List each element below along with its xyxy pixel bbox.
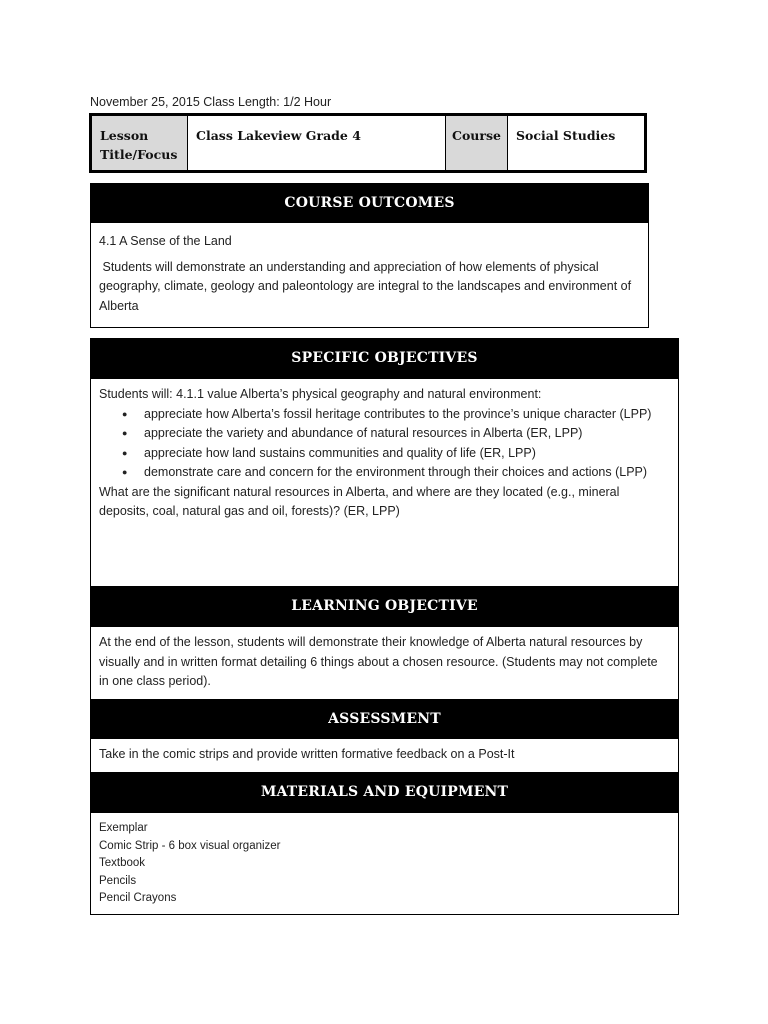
learning-objective-heading: LEARNING OBJECTIVE (90, 586, 679, 627)
list-item: Textbook (99, 857, 146, 869)
specific-objectives-heading: SPECIFIC OBJECTIVES (90, 338, 679, 379)
list-item: Exemplar (99, 822, 148, 834)
list-item: ● demonstrate care and concern for the environment through their choices and actions (LPP) (144, 463, 670, 483)
learning-objective-box (90, 627, 679, 700)
course-label: Course (446, 116, 508, 170)
course-outcomes-box (90, 223, 649, 328)
course-outcome-title: 4.1 A Sense of the Land (99, 234, 232, 248)
lesson-title-label: Lesson Title/Focus (92, 116, 188, 170)
specific-objectives-list (99, 405, 670, 483)
list-item: ● appreciate how Alberta’s fossil heritage contributes to the province’s unique character (LPP) (144, 405, 670, 425)
course-value: Social Studies (516, 128, 616, 143)
assessment-heading: ASSESSMENT (90, 699, 679, 739)
specific-objectives-question: What are the significant natural resources in Alberta, and where are they located (e.g., mineral deposits, coal, natural gas and oil, forests)? (ER, LPP) (99, 484, 620, 518)
assessment-text: Take in the comic strips and provide written formative feedback on a Post-It (99, 747, 515, 761)
list-item: Pencil Crayons (99, 892, 177, 904)
course-outcome-text: Students will demonstrate an understanding and appreciation of how elements of physical geography, climate, geology and paleontology are integral to the landscapes and environment of Alberta (99, 259, 634, 313)
course-outcomes-heading: COURSE OUTCOMES (90, 183, 649, 223)
list-item: Pencils (99, 874, 137, 887)
specific-objectives-box (90, 379, 679, 587)
lesson-header-table (89, 113, 647, 173)
specific-objectives-intro: Students will: 4.1.1 value Alberta’s physical geography and natural environment: (99, 387, 542, 401)
lesson-title-value: Class Lakeview Grade 4 (188, 116, 446, 170)
list-item: ● appreciate how land sustains communities and quality of life (ER, LPP) (144, 444, 670, 464)
list-item: ● appreciate the variety and abundance of natural resources in Alberta (ER, LPP) (144, 424, 670, 444)
materials-box (90, 813, 679, 915)
materials-heading: MATERIALS AND EQUIPMENT (90, 772, 679, 813)
learning-objective-text: At the end of the lesson, students will demonstrate their knowledge of Alberta natural resources by visually and in written format detailing 6 things about a chosen resource. (Students may not complete in one class period). (99, 635, 658, 688)
date-class-length: November 25, 2015 Class Length: 1/2 Hour (90, 95, 332, 109)
list-item: Comic Strip - 6 box visual organizer (99, 839, 281, 852)
assessment-box (90, 739, 679, 773)
